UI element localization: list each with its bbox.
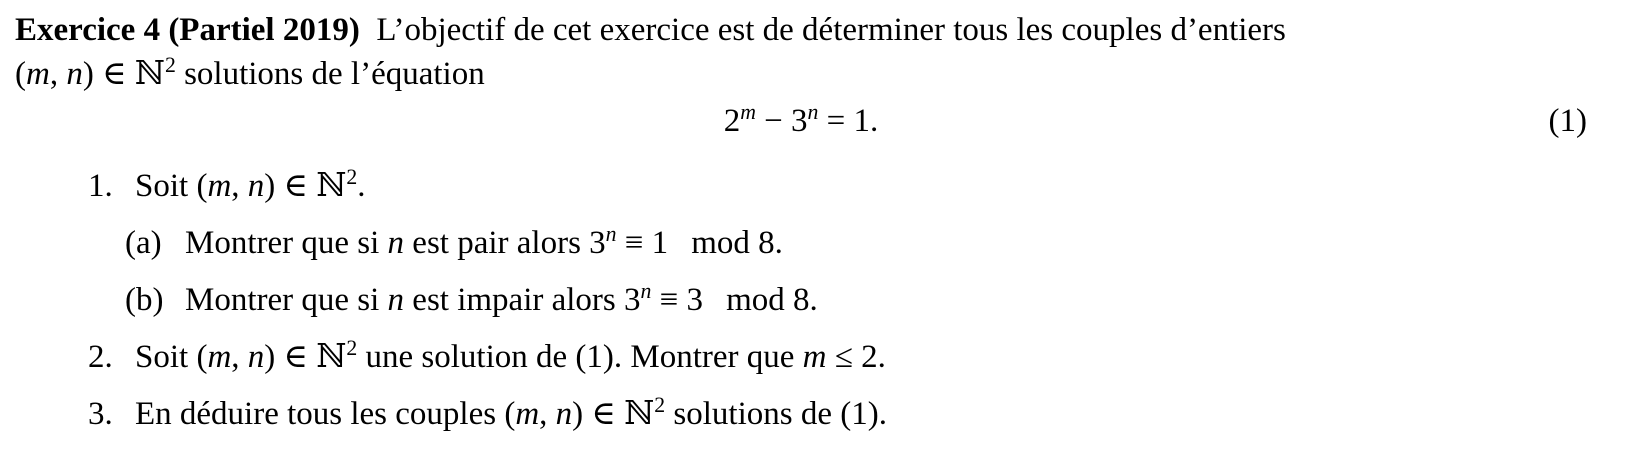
item-label: 3. bbox=[88, 396, 113, 432]
text-segment: , bbox=[49, 56, 67, 92]
item-content bbox=[135, 394, 887, 434]
list-item bbox=[88, 166, 1587, 206]
text-segment: , bbox=[539, 396, 556, 432]
text-segment: Soit ( bbox=[135, 339, 208, 375]
superscript-segment: 2 bbox=[346, 165, 358, 190]
text-segment: − 3 bbox=[755, 103, 808, 139]
text-segment: ≡ 1 mod 8. bbox=[616, 225, 783, 261]
item-content bbox=[185, 280, 818, 320]
text-segment: . bbox=[357, 168, 366, 204]
text-segment: ) ∈ ℕ bbox=[264, 168, 347, 204]
superscript-segment: 2 bbox=[346, 336, 358, 361]
superscript-segment: n bbox=[605, 222, 617, 247]
text-segment: m bbox=[207, 339, 232, 375]
text-segment: L’objectif de cet exercice est de déterminer tous les couples d’entiers bbox=[359, 12, 1286, 48]
text-segment: m bbox=[515, 396, 540, 432]
heading-line-2 bbox=[15, 52, 1587, 96]
item-label: (b) bbox=[125, 282, 164, 318]
text-segment: ) ∈ ℕ bbox=[572, 396, 655, 432]
text-segment: n bbox=[247, 168, 265, 204]
equation-body bbox=[723, 100, 879, 139]
text-segment: ≤ 2. bbox=[826, 339, 886, 375]
text-segment: Soit ( bbox=[135, 168, 208, 204]
list-item bbox=[88, 394, 1587, 434]
superscript-segment: 2 bbox=[164, 53, 176, 78]
text-segment: m bbox=[802, 339, 827, 375]
item-label: 2. bbox=[88, 339, 113, 375]
text-segment: m bbox=[26, 56, 50, 92]
item-label: 1. bbox=[88, 168, 113, 204]
text-segment: une solution de (1). Montrer que bbox=[357, 339, 803, 375]
text-segment: n bbox=[387, 282, 405, 318]
sub-list-item bbox=[125, 223, 1587, 263]
text-segment: 2 bbox=[723, 103, 741, 139]
text-segment: ≡ 3 mod 8. bbox=[651, 282, 818, 318]
superscript-segment: 2 bbox=[654, 393, 666, 418]
text-segment: En déduire tous les couples ( bbox=[135, 396, 516, 432]
item-content bbox=[135, 166, 366, 206]
question-list bbox=[15, 166, 1587, 434]
text-segment: , bbox=[231, 168, 248, 204]
text-segment: = 1. bbox=[818, 103, 879, 139]
item-content bbox=[185, 223, 783, 263]
text-segment: , bbox=[231, 339, 248, 375]
text-segment: est impair alors 3 bbox=[404, 282, 641, 318]
text-segment: ( bbox=[15, 56, 26, 92]
text-segment: ) ∈ ℕ bbox=[82, 56, 165, 92]
text-segment: ) ∈ ℕ bbox=[264, 339, 347, 375]
text-segment: m bbox=[207, 168, 232, 204]
item-content bbox=[135, 337, 886, 377]
text-segment: Montrer que si bbox=[185, 225, 388, 261]
list-item bbox=[88, 337, 1587, 377]
superscript-segment: n bbox=[640, 279, 652, 304]
text-segment: n bbox=[387, 225, 405, 261]
superscript-segment: m bbox=[740, 100, 756, 125]
item-label: (a) bbox=[125, 225, 162, 261]
equation-number: (1) bbox=[1548, 103, 1587, 139]
exercise-heading bbox=[15, 8, 1587, 96]
sub-list-item bbox=[125, 280, 1587, 320]
text-segment: est pair alors 3 bbox=[404, 225, 606, 261]
text-segment: Exercice 4 (Partiel 2019) bbox=[15, 12, 360, 48]
text-segment: n bbox=[247, 339, 265, 375]
text-segment: n bbox=[555, 396, 573, 432]
superscript-segment: n bbox=[807, 100, 819, 125]
text-segment: n bbox=[66, 56, 83, 92]
display-equation bbox=[15, 98, 1587, 144]
heading-line-1 bbox=[15, 8, 1587, 52]
text-segment: solutions de l’équation bbox=[175, 56, 485, 92]
text-segment: solutions de (1). bbox=[665, 396, 887, 432]
text-segment: Montrer que si bbox=[185, 282, 388, 318]
